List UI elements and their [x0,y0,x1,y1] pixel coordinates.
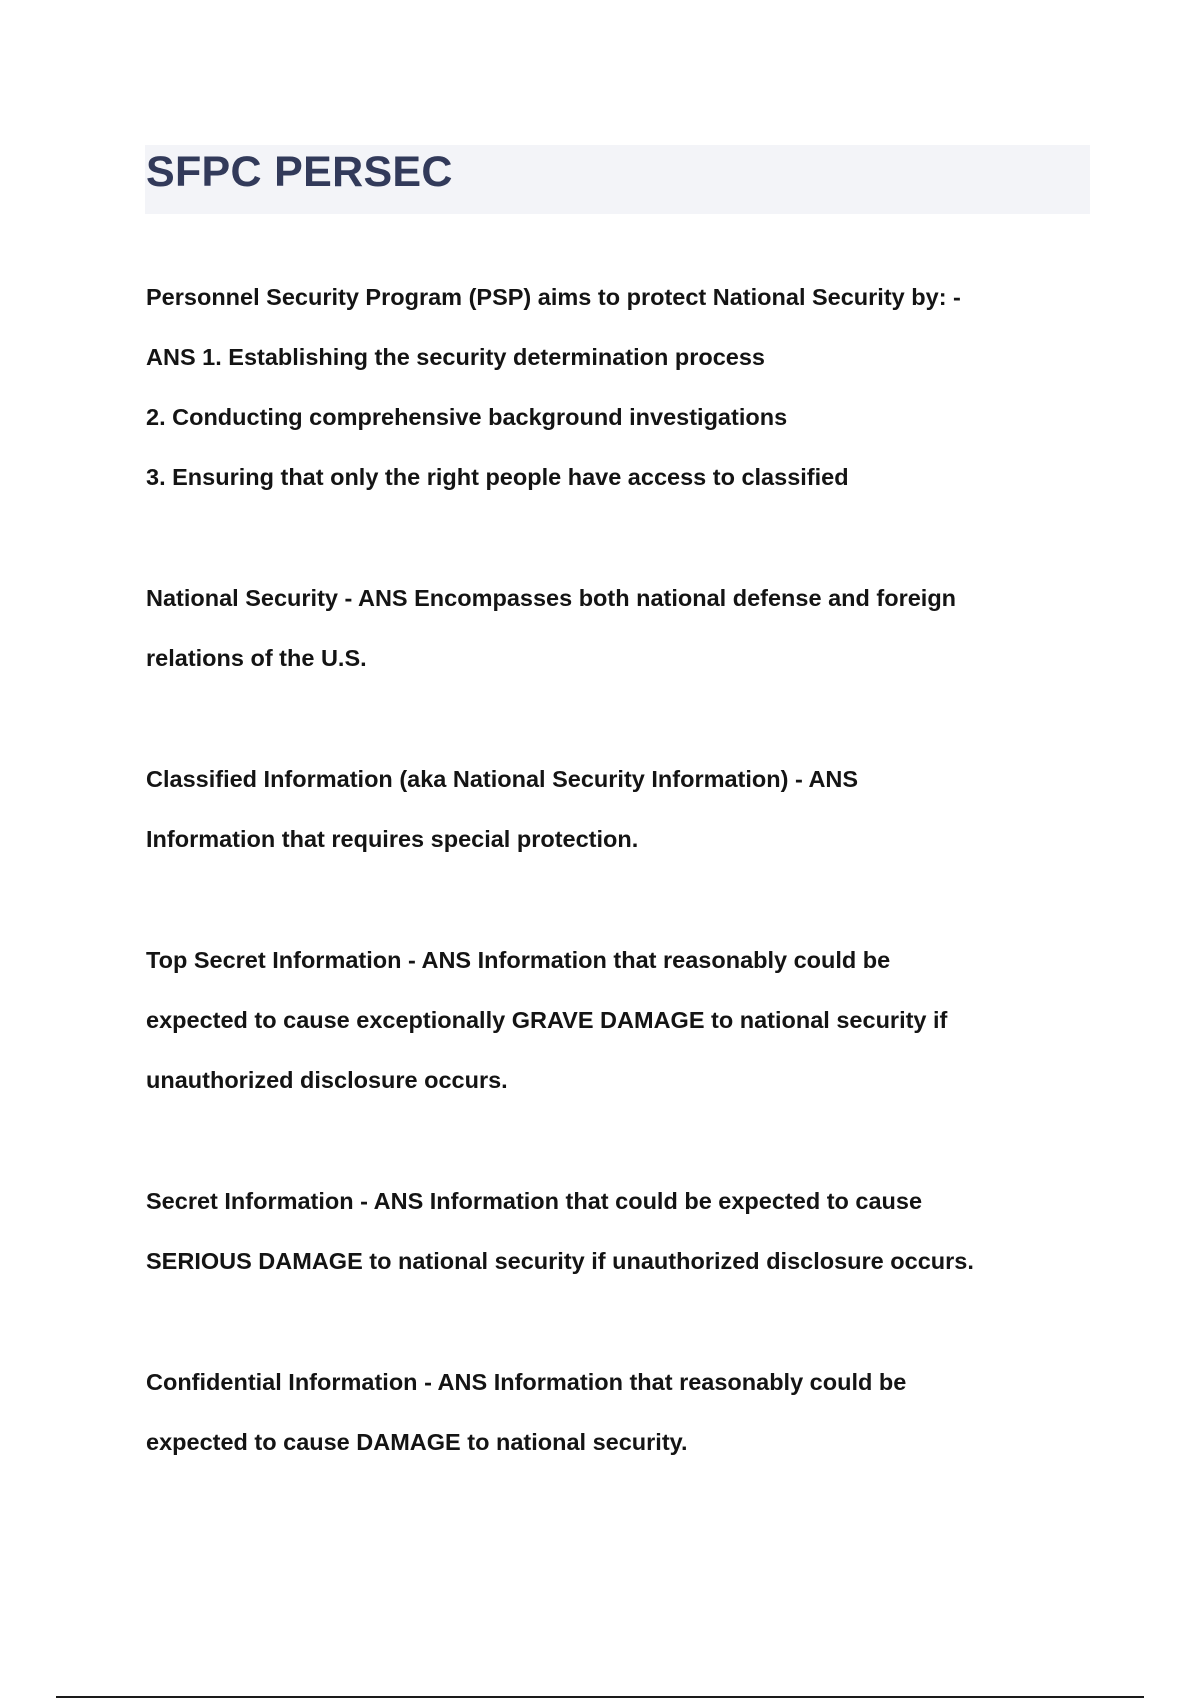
entry-line: Classified Information (aka National Security Information) - ANS [146,766,859,792]
entry-line: 2. Conducting comprehensive background investigations [146,404,788,430]
entry-line: expected to cause exceptionally GRAVE DAMAGE to national security if [146,1007,948,1033]
entry-line: 3. Ensuring that only the right people have access to classified [146,464,849,490]
entry-line: relations of the U.S. [146,645,367,671]
entry-line: ANS 1. Establishing the security determination process [146,344,765,370]
entry-confidential [146,1352,1096,1472]
entry-line: SERIOUS DAMAGE to national security if unauthorized disclosure occurs. [146,1248,974,1274]
entry-line: Personnel Security Program (PSP) aims to protect National Security by: - [146,284,961,310]
footer-divider [56,1696,1144,1698]
document-title: SFPC PERSEC [146,148,453,196]
entry-national-security [146,568,1096,688]
entry-line: expected to cause DAMAGE to national security. [146,1429,688,1455]
entry-classified-information [146,749,1096,869]
document-body [146,267,1096,1533]
entry-psp [146,267,1096,507]
entry-line: National Security - ANS Encompasses both national defense and foreign [146,585,957,611]
entry-line: Information that requires special protection. [146,826,639,852]
entry-line: Confidential Information - ANS Information that reasonably could be [146,1369,907,1395]
entry-line: Top Secret Information - ANS Information that reasonably could be [146,947,891,973]
entry-line: unauthorized disclosure occurs. [146,1067,508,1093]
entry-secret [146,1171,1096,1291]
entry-line: Secret Information - ANS Information that could be expected to cause [146,1188,923,1214]
entry-top-secret [146,930,1096,1110]
